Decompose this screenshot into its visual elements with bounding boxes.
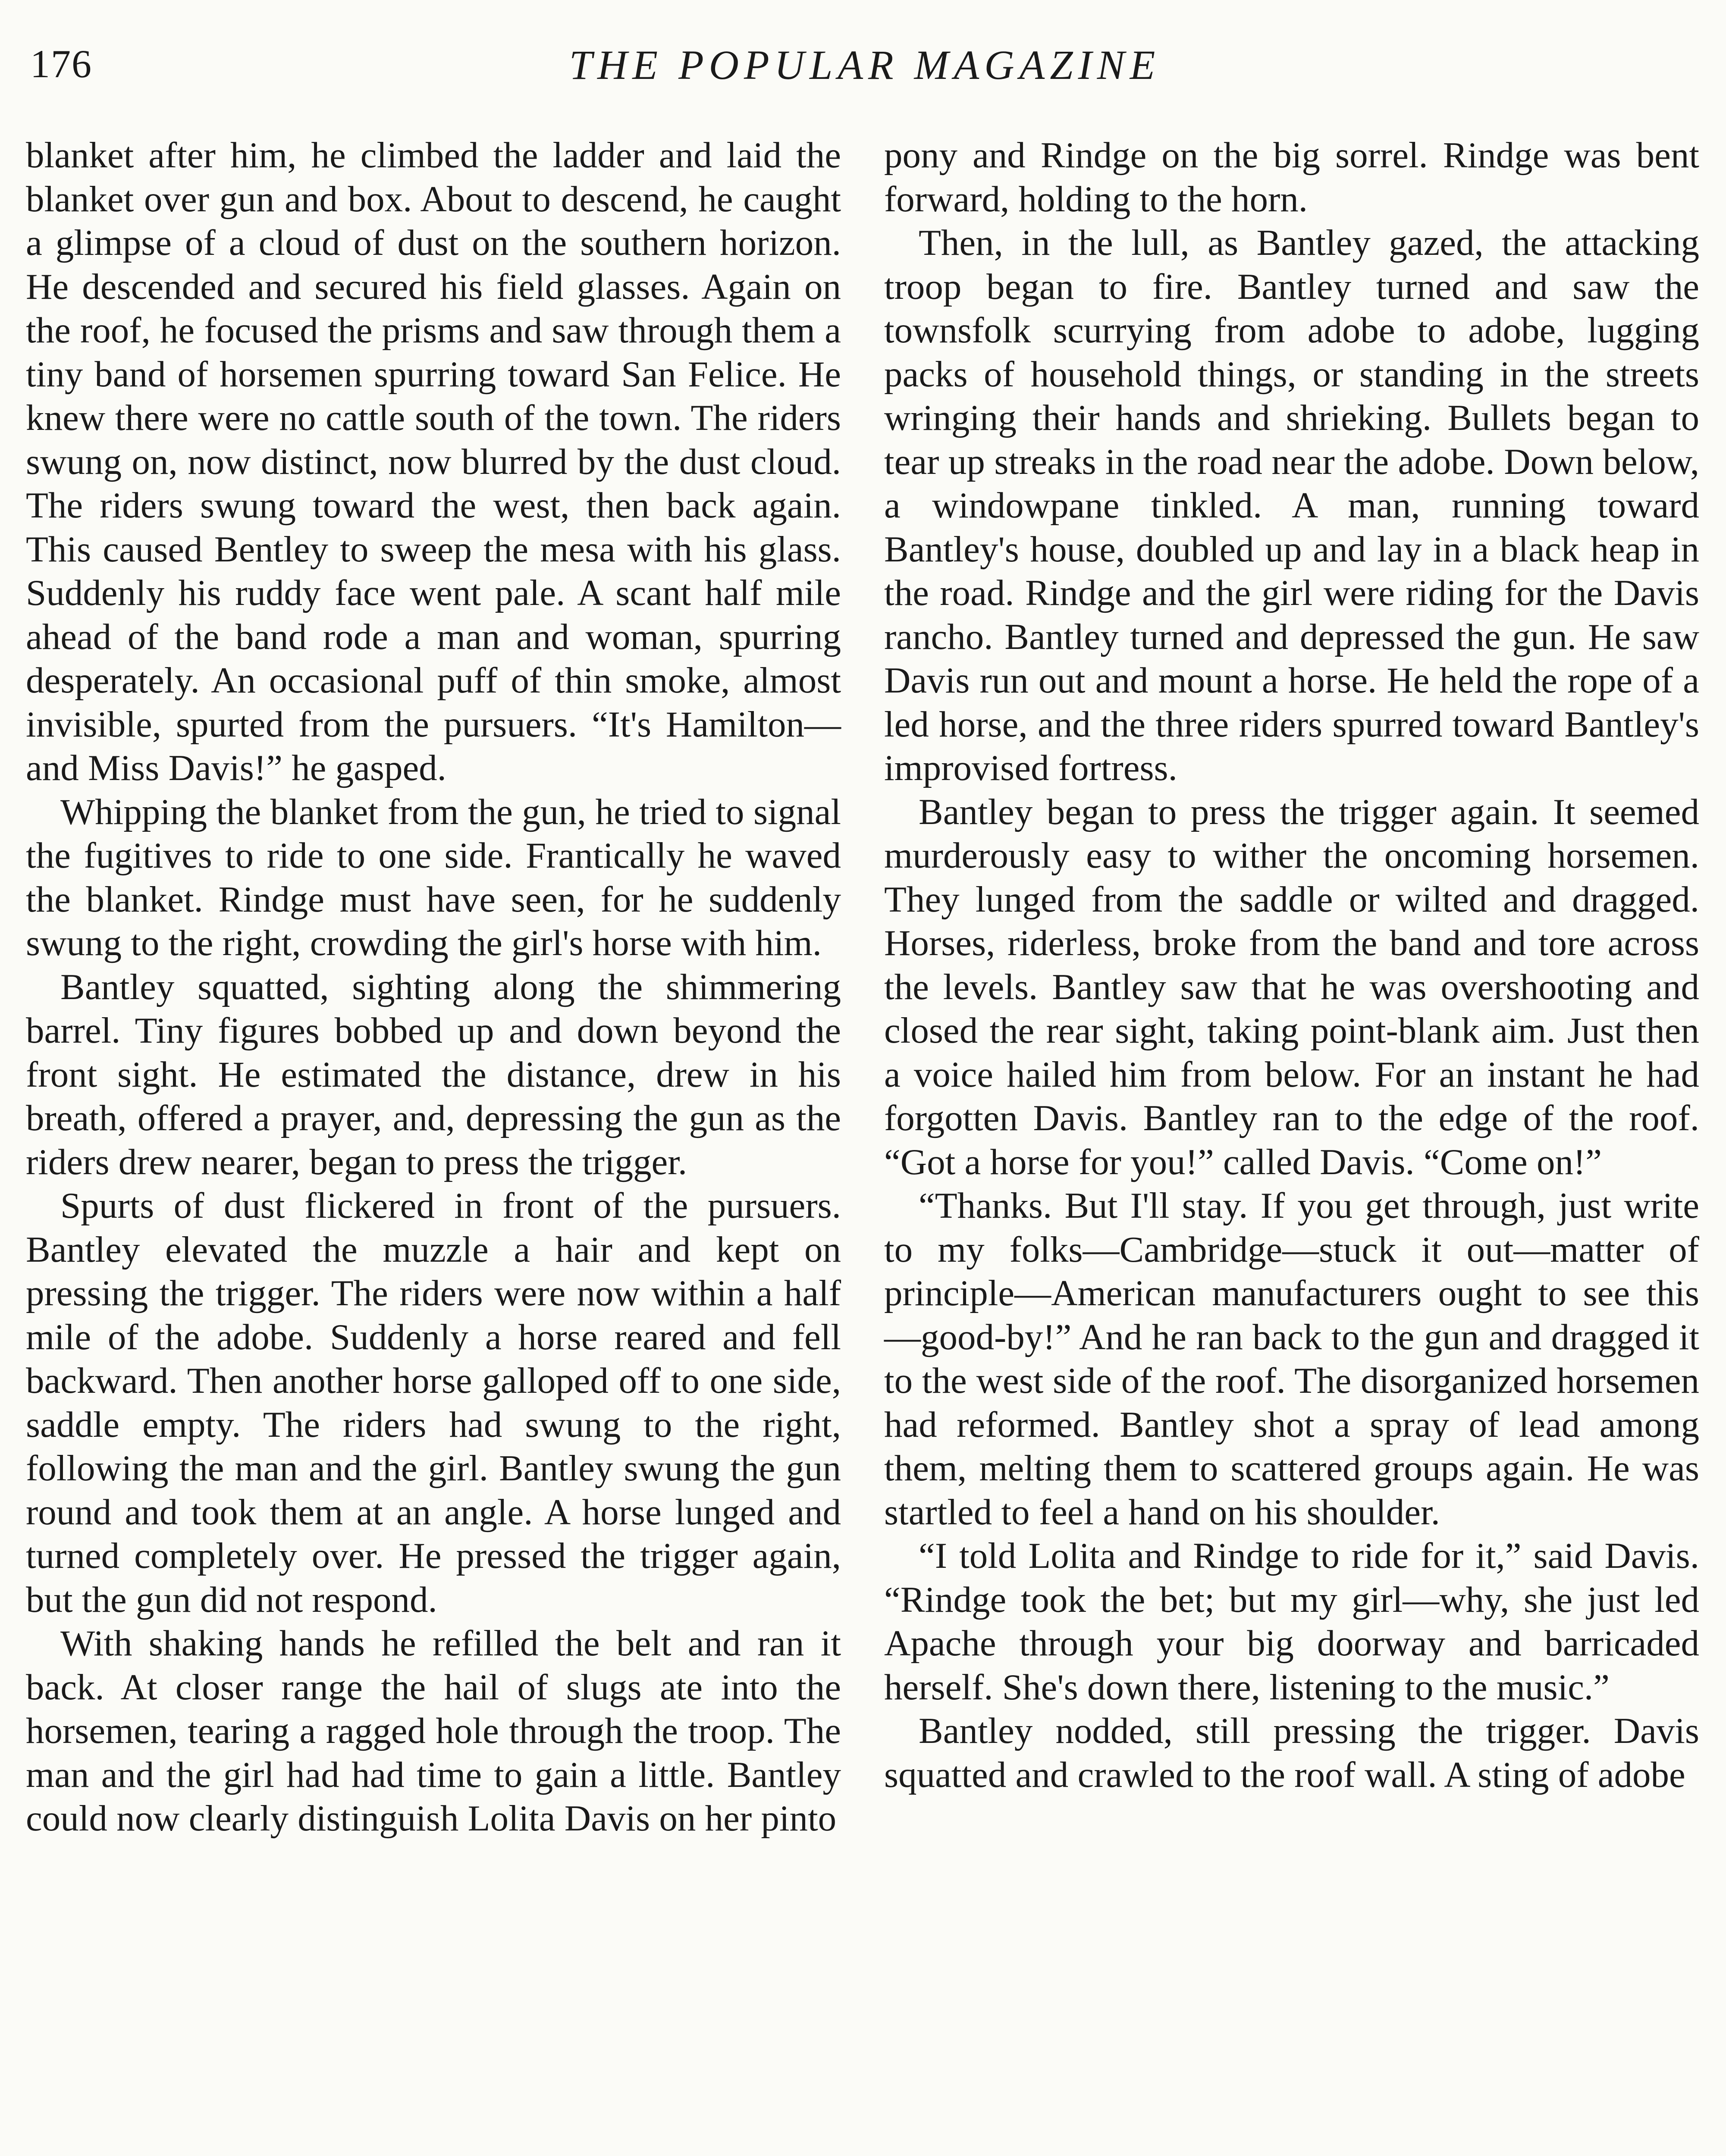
paragraph: Then, in the lull, as Bantley gazed, the attacking troop began to fire. Bantley turned and saw the townsfolk scurrying from adobe to adobe, lugging packs of household things, or standing in the streets wringing their hands and shrieking. Bullets began to tear up streaks in the road near the adobe. Down below, a windowpane tinkled. A man, running toward Bantley's house, doubled up and lay in a black heap in the road. Rindge and the girl were riding for the Davis rancho. Bantley turned and depressed the gun. He saw Davis run out and mount a horse. He held the rope of a led horse, and the three riders spurred toward Bantley's improvised fortress. [884,222,1699,788]
paragraph: Spurts of dust flickered in front of the pursuers. Bantley elevated the muzzle a hair and kept on pressing the trigger. The riders were now within a half mile of the adobe. Suddenly a horse reared and fell backward. Then another horse galloped off to one side, saddle empty. The riders had swung to the right, following the man and the girl. Bantley swung the gun round and took them at an angle. A horse lunged and turned completely over. He pressed the trigger again, but the gun did not respond. [26,1185,841,1620]
paragraph: Bantley nodded, still pressing the trigger. Davis squatted and crawled to the roof wall. A sting of adobe [884,1711,1699,1795]
paragraph: With shaking hands he refilled the belt and ran it back. At closer range the hail of slugs ate into the horsemen, tearing a ragged hole through the troop. The man and the girl had had time to gain a little. Bantley could now clearly distinguish Lolita Davis on her pinto [26,1623,841,1839]
page-number: 176 [30,42,92,86]
page-header [30,41,1699,97]
paragraph: pony and Rindge on the big sorrel. Rindge was bent forward, holding to the horn. [884,135,1699,219]
magazine-title: THE POPULAR MAGAZINE [569,42,1161,88]
paragraph: blanket after him, he climbed the ladder and laid the blanket over gun and box. About to descend, he caught a glimpse of a cloud of dust on the southern horizon. He descended and secured his field glasses. Again on the roof, he focused the prisms and saw through them a tiny band of horsemen spurring toward San Felice. He knew there were no cattle south of the town. The riders swung on, now distinct, now blurred by the dust cloud. The riders swung toward the west, then back again. This caused Bentley to sweep the mesa with his glass. Suddenly his ruddy face went pale. A scant half mile ahead of the band rode a man and woman, spurring desperately. An occasional puff of thin smoke, almost invisible, spurted from the pursuers. “It's Hamilton—and Miss Davis!” he gasped. [26,135,841,788]
paragraph: “I told Lolita and Rindge to ride for it,” said Davis. “Rindge took the bet; but my girl—why, she just led Apache through your big doorway and barricaded herself. She's down there, listening to the music.” [884,1536,1699,1708]
paragraph: Bantley squatted, sighting along the shimmering barrel. Tiny figures bobbed up and down beyond the front sight. He estimated the distance, drew in his breath, offered a prayer, and, depressing the gun as the riders drew nearer, began to press the trigger. [26,966,841,1182]
paragraph: “Thanks. But I'll stay. If you get through, just write to my folks—Cambridge—stuck it out—matter of principle—American manufacturers ought to see this—good-by!” And he ran back to the gun and dragged it to the west side of the roof. The disorganized horsemen had reformed. Bantley shot a spray of lead among them, melting them to scattered groups again. He was startled to feel a hand on his shoulder. [884,1185,1699,1532]
right-column [884,134,1699,2156]
left-column [26,134,841,2156]
paragraph: Whipping the blanket from the gun, he tried to signal the fugitives to ride to one side. Frantically he waved the blanket. Rindge must have seen, for he suddenly swung to the right, crowding the girl's horse with him. [26,791,841,963]
paragraph: Bantley began to press the trigger again. It seemed murderously easy to wither the oncoming horsemen. They lunged from the saddle or wilted and dragged. Horses, riderless, broke from the band and tore across the levels. Bantley saw that he was overshooting and closed the rear sight, taking point-blank aim. Just then a voice hailed him from below. For an instant he had forgotten Davis. Bantley ran to the edge of the roof. “Got a horse for you!” called Davis. “Come on!” [884,791,1699,1182]
